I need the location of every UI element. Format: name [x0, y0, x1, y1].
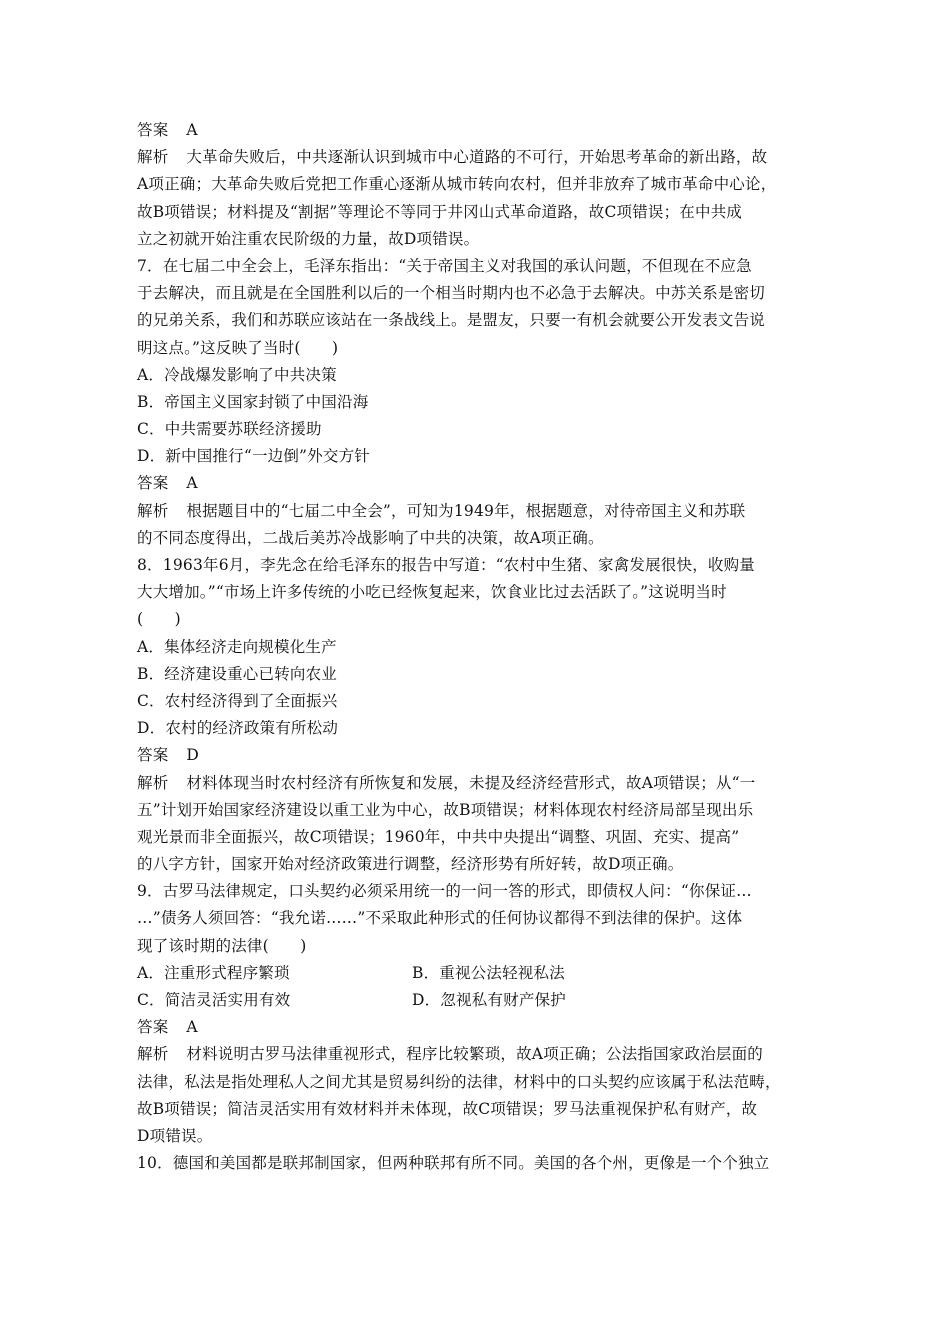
option-row [137, 987, 813, 1014]
analysis-label: 解析 [137, 773, 169, 792]
answer-line [137, 1014, 813, 1041]
analysis-text: 的不同态度得出，二战后美苏冷战影响了中共的决策，故A项正确。 [137, 528, 604, 547]
analysis-line [137, 1041, 813, 1068]
analysis-line [137, 498, 813, 525]
question-line: 明这点。”这反映了当时( ) [137, 338, 339, 357]
question-line: 大大增加。”“市场上许多传统的小吃已经恢复起来，饮食业比过去活跃了。”这说明当时 [137, 583, 727, 602]
analysis-text: 的八字方针，国家开始对经济政策进行调整，经济形势有所好转，故D项正确。 [137, 855, 684, 874]
question-line: …”债务人须回答：“我允诺……”不采取此种形式的任何协议都得不到法律的保护。这体 [137, 909, 743, 928]
question-line: 现了该时期的法律( ) [137, 936, 307, 955]
question-line: 于去解决，而且就是在全国胜利以后的一个相当时期内也不必急于去解决。中苏关系是密切 [137, 284, 766, 303]
option-row [137, 960, 813, 987]
answer-label: 答案 [137, 474, 169, 493]
question-line: 7．在七届二中全会上，毛泽东指出：“关于帝国主义对我国的承认问题，不但现在不应急 [137, 256, 752, 275]
analysis-line [137, 851, 813, 878]
answer-value: D [186, 746, 200, 765]
analysis-line [137, 144, 813, 171]
answer-line [137, 117, 813, 144]
analysis-line [137, 525, 813, 552]
answer-label: 答案 [137, 746, 169, 765]
document-page [137, 117, 813, 1177]
option-item: B．帝国主义国家封锁了中国沿海 [137, 392, 369, 411]
question-line: 9．古罗马法律规定，口头契约必须采用统一的一问一答的形式，即债权人问：“你保证… [137, 882, 752, 901]
analysis-line [137, 797, 813, 824]
question-line: ( ) [137, 610, 181, 629]
answer-line [137, 470, 813, 497]
answer-value: A [186, 121, 198, 139]
analysis-line [137, 770, 813, 797]
option-item: D．农村的经济政策有所松动 [137, 719, 339, 738]
question-line: 8．1963年6月，李先念在给毛泽东的报告中写道：“农村中生猪、家禽发展很快，收购量 [137, 556, 755, 574]
option-item: A．冷战爆发影响了中共决策 [137, 365, 337, 384]
analysis-text: 观光景而非全面振兴，故C项错误；1960年，中共中央提出“调整、巩固、充实、提高” [137, 827, 740, 846]
question-line: 10．德国和美国都是联邦制国家，但两种联邦有所不同。美国的各个州，更像是一个个独立 [137, 1154, 770, 1173]
analysis-line [137, 1096, 813, 1123]
analysis-label: 解析 [137, 148, 169, 167]
analysis-text: 故B项错误；简洁灵活实用有效材料并未体现，故C项错误；罗马法重视保护私有财产，故 [137, 1099, 758, 1118]
option-item: C．农村经济得到了全面振兴 [137, 691, 338, 710]
analysis-text: 五”计划开始国家经济建设以重工业为中心，故B项错误；材料体现农村经济局部呈现出乐 [137, 800, 754, 819]
analysis-line [137, 199, 813, 226]
analysis-line [137, 1123, 813, 1150]
question-line: 的兄弟关系，我们和苏联应该站在一条战线上。是盟友，只要一有机会就要公开发表文告说 [137, 311, 766, 330]
option-item: A．注重形式程序繁琐 [137, 963, 290, 982]
option-item: A．集体经济走向规模化生产 [137, 637, 337, 656]
analysis-line [137, 171, 813, 198]
option-item: C．中共需要苏联经济援助 [137, 420, 322, 439]
analysis-text: A项正确；大革命失败后党把工作重心逐渐从城市转向农村，但并非放弃了城市革命中心论， [137, 175, 777, 194]
option-item: C．简洁灵活实用有效 [137, 991, 291, 1009]
analysis-text: 故B项错误；材料提及“割据”等理论不等同于井冈山式革命道路，故C项错误；在中共成 [137, 202, 743, 221]
analysis-text: 材料说明古罗马法律重视形式，程序比较繁琐，故A项正确；公法指国家政治层面的 [186, 1045, 764, 1064]
analysis-text: D项错误。 [137, 1126, 213, 1145]
analysis-line [137, 1069, 813, 1096]
answer-line [137, 742, 813, 769]
analysis-label: 解析 [137, 501, 169, 520]
option-item: D．忽视私有财产保护 [412, 991, 566, 1009]
analysis-text: 根据题目中的“七届二中全会”，可知为1949年，根据题意，对待帝国主义和苏联 [186, 501, 746, 520]
analysis-label: 解析 [137, 1045, 169, 1064]
option-item: B．经济建设重心已转向农业 [137, 664, 337, 683]
answer-value: A [186, 1018, 198, 1037]
option-item: D．新中国推行“一边倒”外交方针 [137, 447, 370, 466]
analysis-text: 立之初就开始注重农民阶级的力量，故D项错误。 [137, 229, 480, 248]
answer-value: A [186, 474, 198, 493]
option-item: B．重视公法轻视私法 [412, 963, 565, 982]
analysis-line [137, 226, 813, 253]
analysis-text: 大革命失败后，中共逐渐认识到城市中心道路的不可行，开始思考革命的新出路，故 [186, 148, 768, 167]
analysis-line [137, 824, 813, 851]
answer-label: 答案 [137, 121, 169, 139]
answer-label: 答案 [137, 1018, 169, 1037]
analysis-text: 材料体现当时农村经济有所恢复和发展，未提及经济经营形式，故A项错误；从“一 [186, 773, 756, 792]
analysis-text: 法律，私法是指处理私人之间尤其是贸易纠纷的法律，材料中的口头契约应该属于私法范畴， [137, 1072, 781, 1091]
